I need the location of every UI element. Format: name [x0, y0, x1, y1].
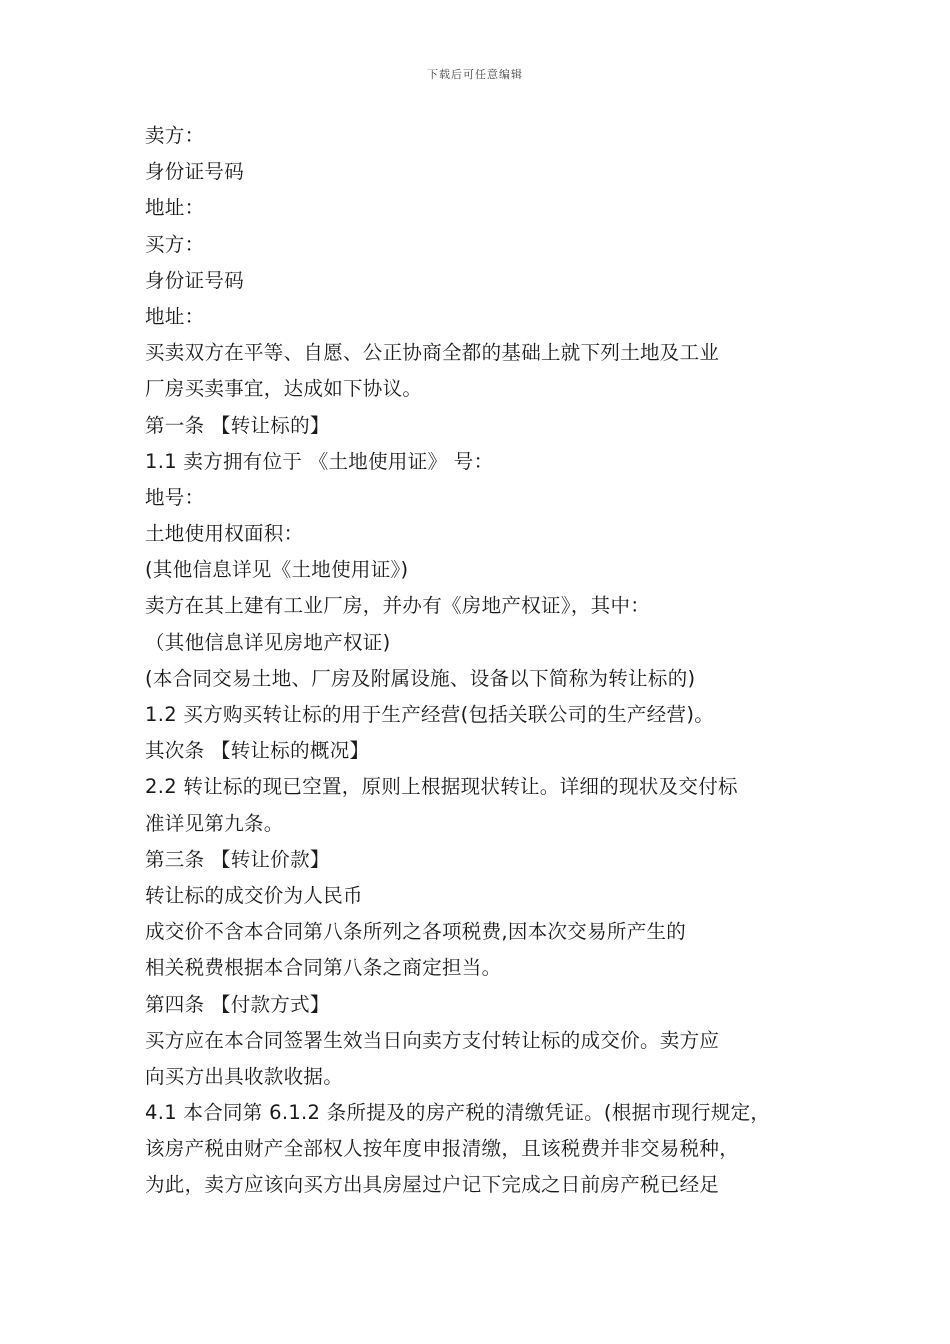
factory-cert-line: 卖方在其上建有工业厂房，并办有《房地产权证》，其中：: [145, 594, 651, 618]
clause-1-2: 1.2 买方购买转让标的用于生产经营(包括关联公司的生产经营)。: [145, 703, 715, 726]
clause-4-1-line-3: 为此，卖方应该向买方出具房屋过户记下完成之日前房产税已经足: [145, 1173, 720, 1197]
article-3-heading: 第三条 【转让价款】: [145, 847, 330, 871]
seller-id-label: 身份证号码: [145, 160, 245, 184]
price-line: 转让标的成交价为人民币: [145, 883, 363, 907]
article-4-heading: 第四条 【付款方式】: [145, 992, 330, 1016]
land-cert-note: (其他信息详见《土地使用证》): [145, 558, 409, 582]
seller-label: 卖方：: [145, 124, 205, 147]
contract-body: [145, 118, 810, 1204]
land-area-label: 土地使用权面积：: [145, 522, 304, 546]
article-2-heading: 其次条 【转让标的概况】: [145, 739, 370, 763]
preamble-line-2: 厂房买卖事宜，达成如下协议。: [145, 377, 423, 401]
transfer-subject-definition: (本合同交易土地、厂房及附属设施、设备以下简称为转让标的): [145, 666, 696, 690]
buyer-address-label: 地址：: [145, 304, 205, 328]
buyer-label: 买方：: [145, 232, 205, 256]
payment-line-1: 买方应在本合同签署生效当日向卖方支付转让标的成交价。卖方应: [145, 1028, 720, 1052]
seller-address-label: 地址：: [145, 196, 205, 220]
clause-4-1-line-1: 4.1 本合同第 6.1.2 条所提及的房产税的清缴凭证。(根据市现行规定，: [145, 1101, 771, 1125]
price-tax-line-2: 相关税费根据本合同第八条之商定担当。: [145, 956, 502, 980]
clause-4-1-line-2: 该房产税由财产全部权人按年度申报清缴，且该税费并非交易税种，: [145, 1137, 740, 1161]
article-1-heading: 第一条 【转让标的】: [145, 413, 330, 437]
price-tax-line-1: 成交价不含本合同第八条所列之各项税费,因本次交易所产生的: [145, 920, 687, 944]
page-header-note: 下载后可任意编辑: [427, 68, 523, 81]
buyer-id-label: 身份证号码: [145, 268, 245, 292]
clause-1-1: 1.1 卖方拥有位于 《土地使用证》 号：: [145, 449, 494, 473]
clause-2-2-line-2: 准详见第九条。: [145, 811, 284, 835]
preamble-line-1: 买卖双方在平等、自愿、公正协商全都的基础上就下列土地及工业: [145, 341, 720, 365]
lot-number-label: 地号：: [145, 485, 205, 509]
clause-2-2-line-1: 2.2 转让标的现已空置，原则上根据现状转让。详细的现状及交付标: [145, 775, 738, 799]
payment-line-2: 向买方出具收款收据。: [145, 1064, 344, 1088]
property-cert-note: （其他信息详见房地产权证): [145, 630, 391, 654]
